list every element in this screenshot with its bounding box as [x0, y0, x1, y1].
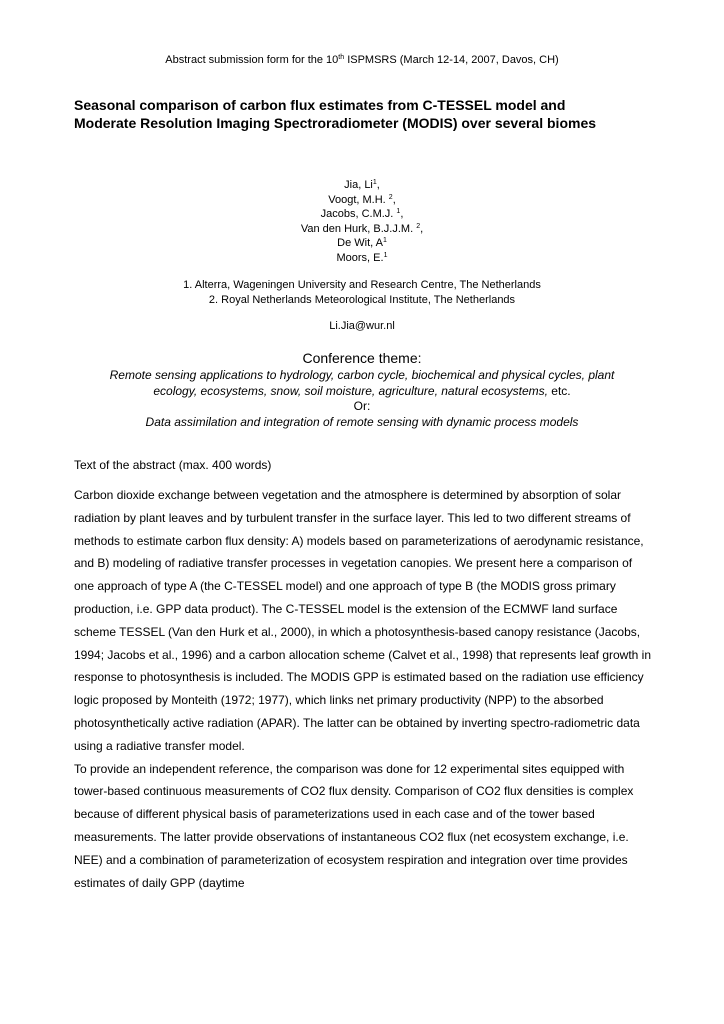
conference-theme-heading: Conference theme:: [302, 350, 422, 366]
author: Moors, E.$^1$: [336, 251, 388, 264]
theme-option-1-line-1: Remote sensing applications to hydrology, carbon cycle, biochemical and physical cycles, plant: [109, 368, 615, 382]
affiliation: 1. Alterra, Wageningen University and Research Centre, The Netherlands: [183, 279, 541, 291]
affiliation: 2. Royal Netherlands Meteorological Institute, The Netherlands: [208, 293, 516, 306]
author-list: [0, 178, 724, 265]
theme-option-2: Data assimilation and integration of remote sensing with dynamic process models: [145, 414, 579, 429]
paper-title-line-2: Moderate Resolution Imaging Spectroradiometer (MODIS) over several biomes: [74, 115, 597, 131]
form-header: [0, 54, 724, 66]
abstract-label: Text of the abstract (max. 400 words): [74, 458, 272, 472]
abstract-body: [74, 484, 654, 894]
theme-option-1-line-2: ecology, ecosystems, snow, soil moisture, agriculture, natural ecosystems, etc.: [153, 383, 571, 398]
affiliation-list: [0, 278, 724, 307]
paper-title: [74, 96, 674, 132]
author: Jacobs, C.M.J. $^1$,: [320, 208, 404, 220]
author: Van den Hurk, B.J.J.M. $^2$,: [300, 222, 424, 235]
theme-or-separator: Or:: [353, 399, 371, 413]
paper-title-line-1: Seasonal comparison of carbon flux estimates from C-TESSEL model and: [74, 97, 566, 113]
author: Voogt, M.H. $^2$,: [328, 193, 396, 206]
author: Jia, Li$^1$,: [344, 179, 380, 191]
abstract-paragraph-1: Carbon dioxide exchange between vegetation and the atmosphere is determined by absorption of solar radiation by plant leaves and by turbulent transfer in the surface layer. This led to two different streams of methods to estimate carbon flux density: A) models based on parameterizations of aerodynamic resistance, and B) modeling of radiative transfer processes in vegetation canopies. We present here a comparison of one approach of type A (the C-TESSEL model) and one approach of type B (the MODIS gross primary production, i.e. GPP data product). The C-TESSEL model is the extension of the ECMWF land surface scheme TESSEL (Van den Hurk et al., 2000), in which a photosynthesis-based canopy resistance (Jacobs, 1994; Jacobs et al., 1996) and a carbon allocation scheme (Calvet et al., 1998) that represents leaf growth in response to photosynthesis is included. The MODIS GPP is estimated based on the radiation use efficiency logic proposed by Monteith (1972; 1977), which links net primary productivity (NPP) to the absorbed photosynthetically active radiation (APAR). The latter can be obtained by inverting spectro-radiometric data using a radiative transfer model.: [74, 488, 652, 753]
contact-email: Li.Jia@wur.nl: [329, 320, 395, 332]
abstract-paragraph-2: To provide an independent reference, the comparison was done for 12 experimental sites equipped with tower-based continuous measurements of CO2 flux density. Comparison of CO2 flux densities is complex because of different physical basis of parameterizations used in each case and of the tower based measurements. The latter provide observations of instantaneous CO2 flux (net ecosystem exchange, i.e. NEE) and a combination of parameterization of ecosystem respiration and integration over time provides estimates of daily GPP (daytime: [74, 761, 634, 890]
form-header-suffix: ISPMSRS (March 12-14, 2007, Davos, CH): [344, 54, 559, 66]
form-header-prefix: Abstract submission form for the 10: [165, 54, 339, 66]
author: De Wit, $A^1$: [337, 237, 387, 249]
conference-theme-options: [70, 368, 654, 430]
form-header-superscript: th: [338, 54, 345, 61]
